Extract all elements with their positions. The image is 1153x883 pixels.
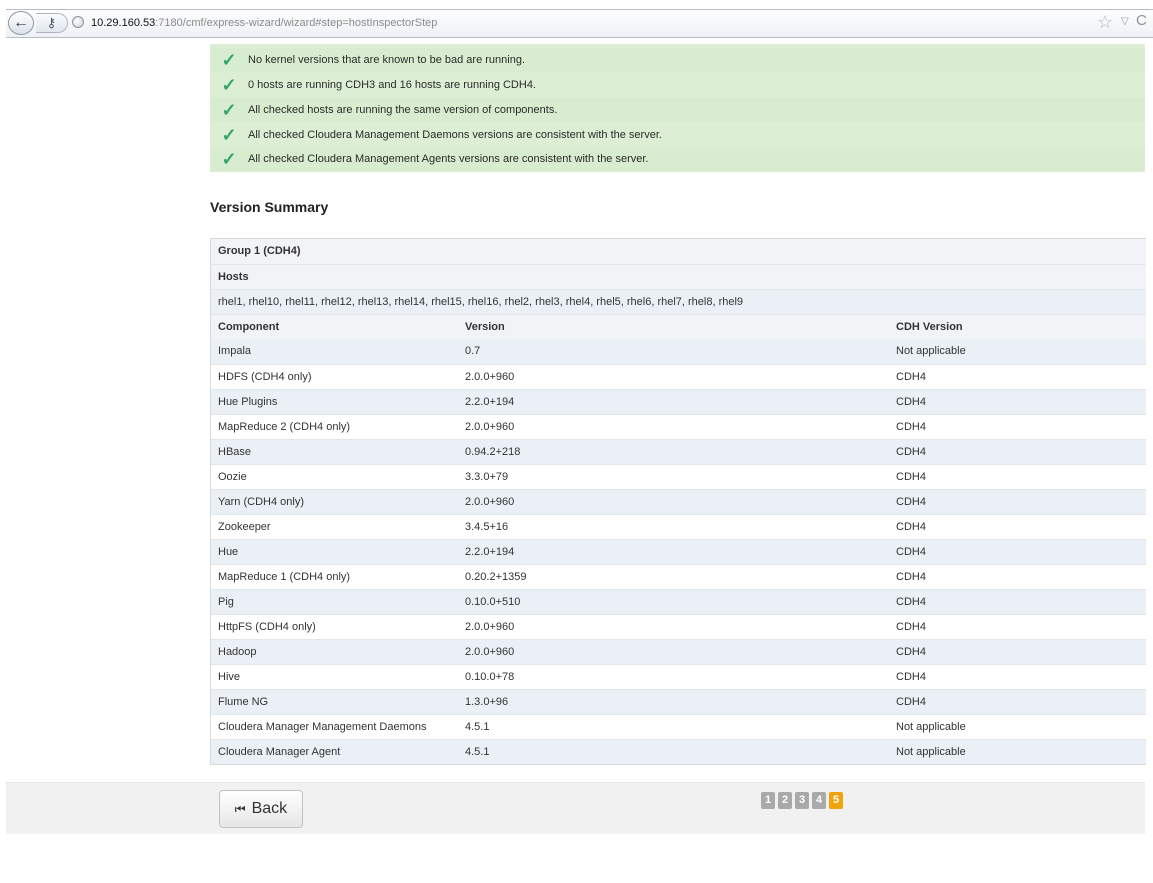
- inspector-checks: [210, 44, 1145, 172]
- cdh-version-cell: Not applicable: [896, 721, 966, 733]
- check-row: [210, 98, 1145, 122]
- table-row: [211, 639, 1146, 664]
- column-header-cdh-version: CDH Version: [896, 321, 963, 333]
- table-row: [211, 539, 1146, 564]
- skip-back-icon: ⏮: [234, 801, 246, 816]
- cdh-version-cell: CDH4: [896, 671, 926, 683]
- cdh-version-cell: CDH4: [896, 371, 926, 383]
- component-cell: Hue Plugins: [218, 396, 278, 408]
- component-cell: Zookeeper: [218, 521, 271, 533]
- cdh-version-cell: CDH4: [896, 496, 926, 508]
- version-cell: 3.3.0+79: [465, 471, 509, 483]
- table-row: [211, 614, 1146, 639]
- component-cell: Flume NG: [218, 696, 269, 708]
- globe-icon: [72, 16, 84, 28]
- table-row: [211, 739, 1146, 764]
- table-row: [211, 464, 1146, 489]
- version-cell: 2.0.0+960: [465, 371, 515, 383]
- check-row: [210, 73, 1145, 97]
- url-host: 10.29.160.53: [91, 17, 156, 29]
- component-cell: Yarn (CDH4 only): [218, 496, 304, 508]
- table-row: [211, 564, 1146, 589]
- arrow-left-icon: ←: [13, 14, 29, 31]
- component-cell: MapReduce 2 (CDH4 only): [218, 421, 351, 433]
- cdh-version-cell: CDH4: [896, 621, 926, 633]
- back-button[interactable]: [219, 790, 303, 828]
- url-text[interactable]: [91, 17, 437, 29]
- table-row: [211, 664, 1146, 689]
- check-text: No kernel versions that are known to be bad are running.: [248, 54, 525, 66]
- component-cell: MapReduce 1 (CDH4 only): [218, 571, 351, 583]
- column-header-version: Version: [465, 321, 505, 333]
- cdh-version-cell: CDH4: [896, 471, 926, 483]
- hosts-list-row: [211, 289, 1146, 314]
- hosts-label: Hosts: [218, 271, 249, 283]
- cdh-version-cell: CDH4: [896, 421, 926, 433]
- check-row: [210, 147, 1145, 171]
- check-text: 0 hosts are running CDH3 and 16 hosts are running CDH4.: [248, 79, 536, 91]
- check-text: All checked Cloudera Management Daemons versions are consistent with the server.: [248, 129, 662, 141]
- check-icon: ✓: [221, 75, 237, 95]
- component-cell: Cloudera Manager Management Daemons: [218, 721, 427, 733]
- check-row: [210, 123, 1145, 147]
- component-cell: Oozie: [218, 471, 247, 483]
- table-row: [211, 414, 1146, 439]
- version-cell: 0.10.0+78: [465, 671, 515, 683]
- component-cell: HBase: [218, 446, 252, 458]
- cdh-version-cell: Not applicable: [896, 345, 966, 357]
- back-button-label: Back: [251, 800, 288, 817]
- group-title: Group 1 (CDH4): [218, 245, 301, 257]
- component-cell: Hive: [218, 671, 241, 683]
- cdh-version-cell: CDH4: [896, 521, 926, 533]
- version-cell: 3.4.5+16: [465, 521, 509, 533]
- group-title-row: [211, 239, 1146, 264]
- table-row: [211, 714, 1146, 739]
- version-summary-title: Version Summary: [210, 199, 329, 215]
- page-step-1[interactable]: 1: [761, 792, 775, 809]
- check-text: All checked Cloudera Management Agents versions are consistent with the server.: [248, 153, 649, 165]
- site-identity-button[interactable]: [36, 13, 68, 33]
- hosts-label-row: [211, 264, 1146, 289]
- version-cell: 0.20.2+1359: [465, 571, 527, 583]
- cdh-version-cell: CDH4: [896, 596, 926, 608]
- table-row: [211, 389, 1146, 414]
- browser-back-button[interactable]: [8, 11, 34, 35]
- component-cell: Pig: [218, 596, 234, 608]
- component-cell: HttpFS (CDH4 only): [218, 621, 316, 633]
- table-row: [211, 514, 1146, 539]
- table-row: [211, 339, 1146, 364]
- page-step-2[interactable]: 2: [778, 792, 792, 809]
- hosts-list: rhel1, rhel10, rhel11, rhel12, rhel13, rhel14, rhel15, rhel16, rhel2, rhel3, rhel4, rhel5, rhel6, rhel7, rhel8, rhel9: [218, 296, 744, 308]
- url-path: :7180/cmf/express-wizard/wizard#step=hostInspectorStep: [155, 17, 438, 29]
- table-row: [211, 589, 1146, 614]
- version-cell: 2.2.0+194: [465, 546, 515, 558]
- version-summary-table: [210, 238, 1146, 765]
- page-step-3[interactable]: 3: [795, 792, 809, 809]
- check-icon: ✓: [221, 50, 237, 70]
- cdh-version-cell: CDH4: [896, 396, 926, 408]
- check-text: All checked hosts are running the same version of components.: [248, 104, 558, 116]
- check-icon: ✓: [221, 100, 237, 120]
- reload-icon[interactable]: C: [1136, 12, 1147, 29]
- browser-toolbar: [0, 0, 1153, 44]
- cdh-version-cell: CDH4: [896, 696, 926, 708]
- table-header-row: [211, 314, 1146, 339]
- cdh-version-cell: CDH4: [896, 571, 926, 583]
- page-step-4[interactable]: 4: [812, 792, 826, 809]
- bookmark-star-icon[interactable]: ☆: [1097, 12, 1114, 32]
- check-row: [210, 48, 1145, 72]
- cdh-version-cell: CDH4: [896, 446, 926, 458]
- version-cell: 2.2.0+194: [465, 396, 515, 408]
- version-cell: 0.10.0+510: [465, 596, 521, 608]
- cdh-version-cell: Not applicable: [896, 746, 966, 758]
- cdh-version-cell: CDH4: [896, 546, 926, 558]
- component-cell: HDFS (CDH4 only): [218, 371, 312, 383]
- page-step-5[interactable]: 5: [829, 792, 843, 809]
- version-cell: 1.3.0+96: [465, 696, 509, 708]
- table-row: [211, 439, 1146, 464]
- wizard-step-pager: [761, 792, 843, 809]
- version-cell: 0.7: [465, 345, 481, 357]
- component-cell: Cloudera Manager Agent: [218, 746, 341, 758]
- version-cell: 4.5.1: [465, 721, 490, 733]
- version-cell: 2.0.0+960: [465, 621, 515, 633]
- check-icon: ✓: [221, 125, 237, 145]
- version-cell: 2.0.0+960: [465, 646, 515, 658]
- table-row: [211, 689, 1146, 714]
- wizard-footer: [6, 782, 1145, 834]
- component-cell: Hadoop: [218, 646, 257, 658]
- table-row: [211, 489, 1146, 514]
- cdh-version-cell: CDH4: [896, 646, 926, 658]
- version-cell: 4.5.1: [465, 746, 490, 758]
- key-icon: ⚷: [46, 15, 57, 30]
- component-cell: Hue: [218, 546, 239, 558]
- version-cell: 0.94.2+218: [465, 446, 521, 458]
- column-header-component: Component: [218, 321, 280, 333]
- history-dropdown-icon[interactable]: ▽: [1121, 16, 1129, 27]
- table-row: [211, 364, 1146, 389]
- check-icon: ✓: [221, 149, 237, 169]
- version-cell: 2.0.0+960: [465, 496, 515, 508]
- component-rows: [211, 339, 1146, 764]
- version-cell: 2.0.0+960: [465, 421, 515, 433]
- component-cell: Impala: [218, 345, 252, 357]
